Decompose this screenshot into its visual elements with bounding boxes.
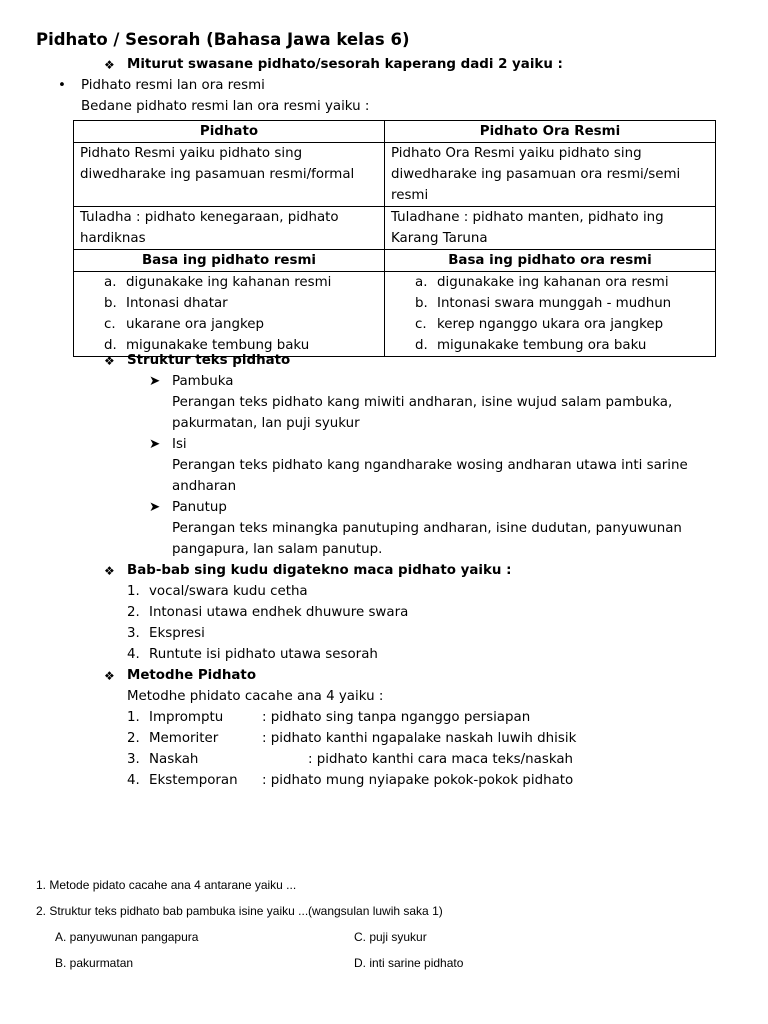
list-number: 1.	[127, 710, 140, 725]
option-a: A. panyuwunan pangapura	[55, 930, 199, 944]
section-heading-metodhe: Metodhe Pidhato	[127, 668, 257, 683]
table-header-row	[74, 121, 716, 143]
cell-line: diwedharake ing pasamuan resmi/formal	[80, 167, 355, 182]
table-row-basa	[74, 272, 716, 357]
metodhe-name: Naskah	[149, 752, 199, 767]
diamond-bullet-icon: ❖	[104, 354, 115, 368]
struktur-item-desc: Perangan teks minangka panutuping andharan, isine dudutan, panyuwunan	[172, 521, 682, 536]
list-number: 3.	[127, 752, 140, 767]
cell-line: hardiknas	[80, 231, 146, 246]
cell-line: resmi	[391, 188, 429, 203]
table-cell	[385, 272, 716, 357]
metodhe-desc: : pidhato kanthi ngapalake naskah luwih dhisik	[262, 731, 577, 746]
list-item: b. Intonasi dhatar	[104, 296, 228, 311]
cell-line: Pidhato Ora Resmi yaiku pidhato sing	[391, 146, 642, 161]
metodhe-name: Impromptu	[149, 710, 224, 725]
metodhe-desc: : pidhato sing tanpa nganggo persiapan	[262, 710, 531, 725]
column-header: Pidhato	[74, 121, 385, 143]
struktur-item-desc: pakurmatan, lan puji syukur	[172, 416, 360, 431]
option-b: B. pakurmatan	[55, 956, 134, 970]
list-number: 2.	[127, 731, 140, 746]
cell-line: Karang Taruna	[391, 231, 488, 246]
metodhe-intro: Metodhe phidato cacahe ana 4 yaiku :	[127, 689, 384, 704]
diamond-bullet-icon: ❖	[104, 669, 115, 683]
list-item: a. digunakake ing kahanan resmi	[104, 275, 332, 290]
bullet-text: Pidhato resmi lan ora resmi	[81, 78, 265, 93]
section-heading-swasana: Miturut swasane pidhato/sesorah kaperang dadi 2 yaiku :	[127, 57, 563, 72]
list-number: 2.	[127, 605, 140, 620]
table-cell	[74, 272, 385, 357]
list-item: b. Intonasi swara munggah - mudhun	[415, 296, 672, 311]
option-c: C. puji syukur	[354, 930, 427, 944]
page-title: Pidhato / Sesorah (Bahasa Jawa kelas 6)	[36, 30, 410, 49]
section-heading-bab: Bab-bab sing kudu digatekno maca pidhato yaiku :	[127, 563, 512, 578]
table-cell	[385, 143, 716, 207]
struktur-item-desc: Perangan teks pidhato kang ngandharake wosing andharan utawa inti sarine	[172, 458, 688, 473]
cell-line: Tuladha : pidhato kenegaraan, pidhato	[80, 210, 339, 225]
list-item: c. ukarane ora jangkep	[104, 317, 264, 332]
option-d: D. inti sarine pidhato	[354, 956, 464, 970]
cell-line: Tuladhane : pidhato manten, pidhato ing	[391, 210, 664, 225]
table-cell	[74, 143, 385, 207]
metodhe-name: Memoriter	[149, 731, 219, 746]
metodhe-desc: : pidhato mung nyiapake pokok-pokok pidhato	[262, 773, 574, 788]
list-number: 4.	[127, 647, 140, 662]
table-subheader-row	[74, 250, 716, 272]
list-number: 3.	[127, 626, 140, 641]
section-heading-struktur: Struktur teks pidhato	[127, 353, 291, 368]
list-item: c. kerep nganggo ukara ora jangkep	[415, 317, 664, 332]
list-item: vocal/swara kudu cetha	[149, 584, 308, 599]
list-item: d. migunakake tembung baku	[104, 338, 310, 353]
metodhe-name: Ekstemporan	[149, 773, 238, 788]
question-2-note: (wangsulan luwih saka 1)	[308, 904, 443, 918]
column-subheader: Basa ing pidhato ora resmi	[385, 250, 716, 272]
question-2: 2. Struktur teks pidhato bab pambuka isine yaiku ...	[36, 904, 309, 918]
struktur-item-name: Panutup	[172, 500, 227, 515]
table-cell	[74, 207, 385, 250]
basa-list-ora-resmi	[385, 272, 715, 356]
diamond-bullet-icon: ❖	[104, 58, 115, 72]
diamond-bullet-icon: ❖	[104, 564, 115, 578]
list-item: a. digunakake ing kahanan ora resmi	[415, 275, 669, 290]
table-intro: Bedane pidhato resmi lan ora resmi yaiku :	[81, 99, 370, 114]
list-number: 4.	[127, 773, 140, 788]
column-subheader: Basa ing pidhato resmi	[74, 250, 385, 272]
arrow-bullet-icon: ➤	[149, 374, 161, 389]
arrow-bullet-icon: ➤	[149, 500, 161, 515]
cell-line: diwedharake ing pasamuan ora resmi/semi	[391, 167, 681, 182]
list-item: Runtute isi pidhato utawa sesorah	[149, 647, 378, 662]
list-item: Ekspresi	[149, 626, 205, 641]
question-1: 1. Metode pidato cacahe ana 4 antarane yaiku ...	[36, 878, 297, 892]
list-item: Intonasi utawa endhek dhuwure swara	[149, 605, 409, 620]
struktur-item-name: Isi	[172, 437, 187, 452]
table-cell	[385, 207, 716, 250]
column-header: Pidhato Ora Resmi	[385, 121, 716, 143]
cell-line: Pidhato Resmi yaiku pidhato sing	[80, 146, 303, 161]
basa-list-resmi	[74, 272, 384, 356]
list-item: d. migunakake tembung ora baku	[415, 338, 647, 353]
arrow-bullet-icon: ➤	[149, 437, 161, 452]
round-bullet-icon: •	[58, 78, 66, 93]
table-row-definition	[74, 143, 716, 207]
struktur-item-desc: pangapura, lan salam panutup.	[172, 542, 383, 557]
struktur-item-name: Pambuka	[172, 374, 234, 389]
struktur-item-desc: andharan	[172, 479, 237, 494]
list-number: 1.	[127, 584, 140, 599]
table-row-example	[74, 207, 716, 250]
struktur-item-desc: Perangan teks pidhato kang miwiti andharan, isine wujud salam pambuka,	[172, 395, 673, 410]
metodhe-desc: : pidhato kanthi cara maca teks/naskah	[308, 752, 574, 767]
comparison-table	[73, 120, 716, 357]
